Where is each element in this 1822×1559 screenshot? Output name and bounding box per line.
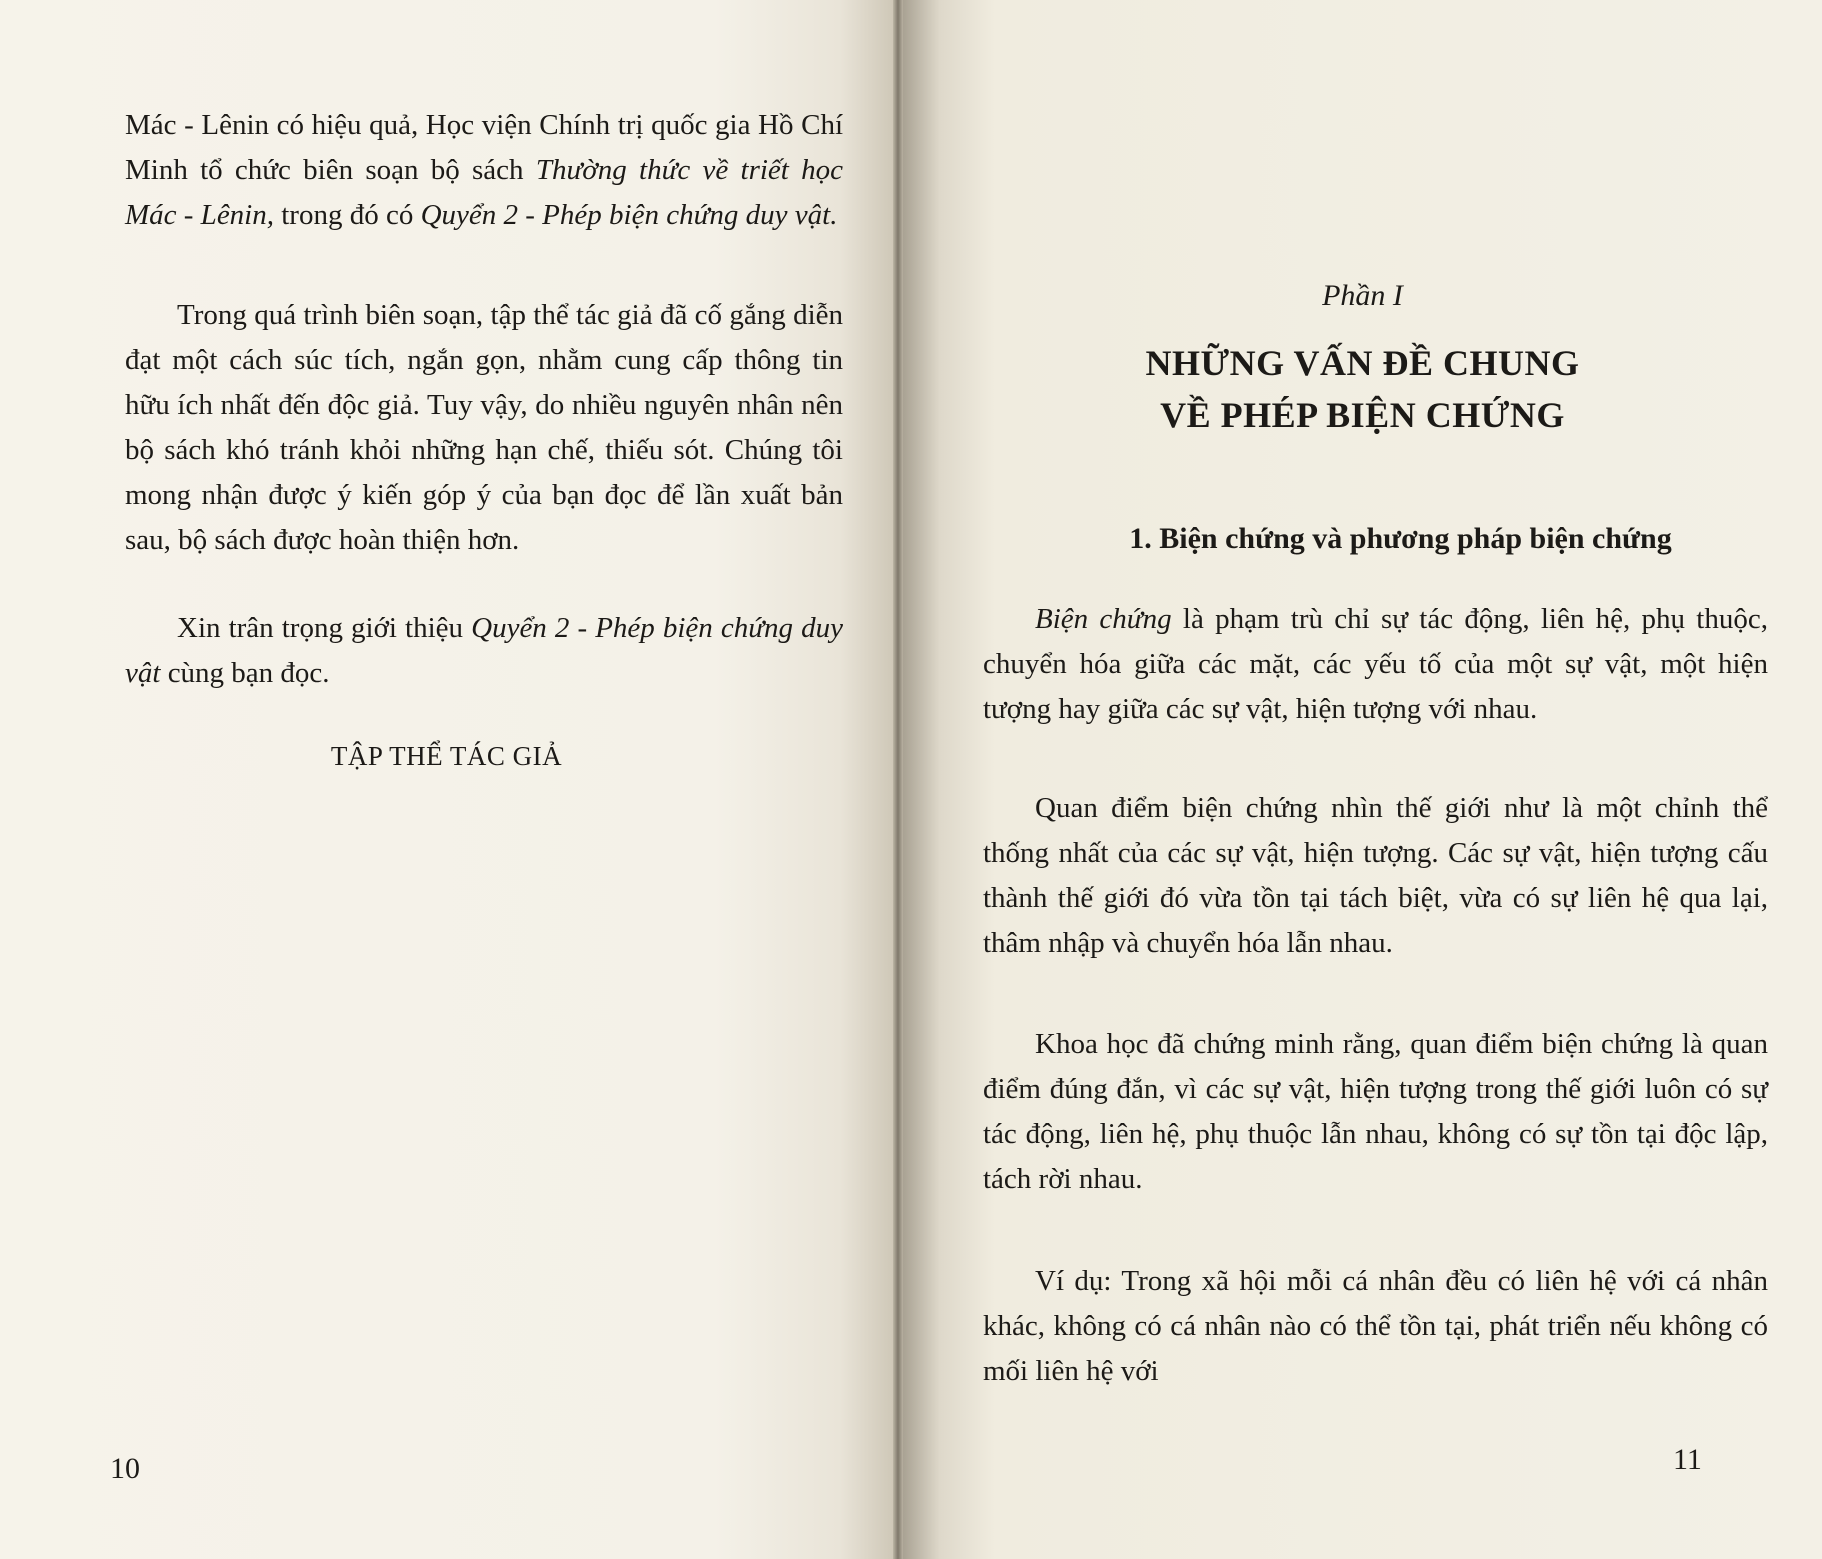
- right-paragraph-3-text: Khoa học đã chứng minh rằng, quan điểm biện chứng là quan điểm đúng đắn, vì các sự vật, hiện tượng trong thế giới luôn có sự tác động, liên hệ, phụ thuộc lẫn nhau, không có sự tồn tại độc lập, tách rời nhau.: [983, 1028, 1768, 1195]
- left-paragraph-2: [125, 293, 843, 563]
- left-paragraph-1-text-b: trong đó có: [274, 199, 421, 231]
- right-page: [903, 0, 1822, 1559]
- chapter-title-line-2: VỀ PHÉP BIỆN CHỨNG: [1160, 395, 1565, 435]
- left-paragraph-1: [125, 103, 843, 238]
- left-paragraph-3: [125, 606, 843, 696]
- right-paragraph-1-text-a: là phạm trù chỉ sự tác động, liên hệ, phụ thuộc, chuyển hóa giữa các mặt, các yếu tố của một sự vật, một hiện tượng hay giữa các sự vật, hiện tượng với nhau.: [983, 603, 1768, 725]
- left-paragraph-3-text-b: cùng bạn đọc.: [160, 657, 330, 689]
- chapter-title: [903, 337, 1822, 441]
- chapter-title-line-1: NHỮNG VẤN ĐỀ CHUNG: [1145, 343, 1580, 383]
- left-paragraph-1-italic-b: Quyển 2 - Phép biện chứng duy vật.: [420, 199, 838, 231]
- left-page-number: 10: [110, 1452, 140, 1485]
- part-label: Phần I: [1322, 279, 1403, 312]
- right-paragraph-3: [983, 1022, 1768, 1202]
- right-page-number: 11: [1673, 1443, 1702, 1476]
- right-paragraph-1: [983, 597, 1768, 732]
- author-signature: TẬP THỂ TÁC GIẢ: [330, 741, 563, 771]
- book-gutter: [893, 0, 903, 1559]
- left-paragraph-1-text-a: Mác - Lênin có hiệu quả, Học viện Chính trị quốc gia Hồ Chí Minh tổ chức biên soạn bộ sách: [125, 109, 843, 186]
- left-paragraph-3-italic-a: Quyển 2 - Phép biện chứng duy vật: [125, 612, 843, 689]
- right-paragraph-4-text: Ví dụ: Trong xã hội mỗi cá nhân đều có liên hệ với cá nhân khác, không có cá nhân nào có thể tồn tại, phát triển nếu không có mối liên hệ với: [983, 1265, 1768, 1387]
- left-paragraph-2-text: Trong quá trình biên soạn, tập thể tác giả đã cố gắng diễn đạt một cách súc tích, ngắn gọn, nhằm cung cấp thông tin hữu ích nhất đến độc giả. Tuy vậy, do nhiều nguyên nhân nên bộ sách khó tránh khỏi những hạn chế, thiếu sót. Chúng tôi mong nhận được ý kiến góp ý của bạn đọc để lần xuất bản sau, bộ sách được hoàn thiện hơn.: [125, 299, 843, 556]
- section-heading: 1. Biện chứng và phương pháp biện chứng: [1129, 522, 1672, 555]
- right-paragraph-1-italic-a: Biện chứng: [1035, 603, 1172, 635]
- right-paragraph-2: [983, 786, 1768, 966]
- right-paragraph-4: [983, 1259, 1768, 1394]
- right-paragraph-2-text: Quan điểm biện chứng nhìn thế giới như là một chỉnh thể thống nhất của các sự vật, hiện tượng. Các sự vật, hiện tượng cấu thành thế giới đó vừa tồn tại tách biệt, vừa có sự liên hệ qua lại, thâm nhập và chuyển hóa lẫn nhau.: [983, 792, 1768, 959]
- left-page: [0, 0, 893, 1559]
- left-paragraph-3-text-a: Xin trân trọng giới thiệu: [177, 612, 472, 644]
- left-paragraph-1-italic-a: Thường thức về triết học Mác - Lênin,: [125, 154, 843, 231]
